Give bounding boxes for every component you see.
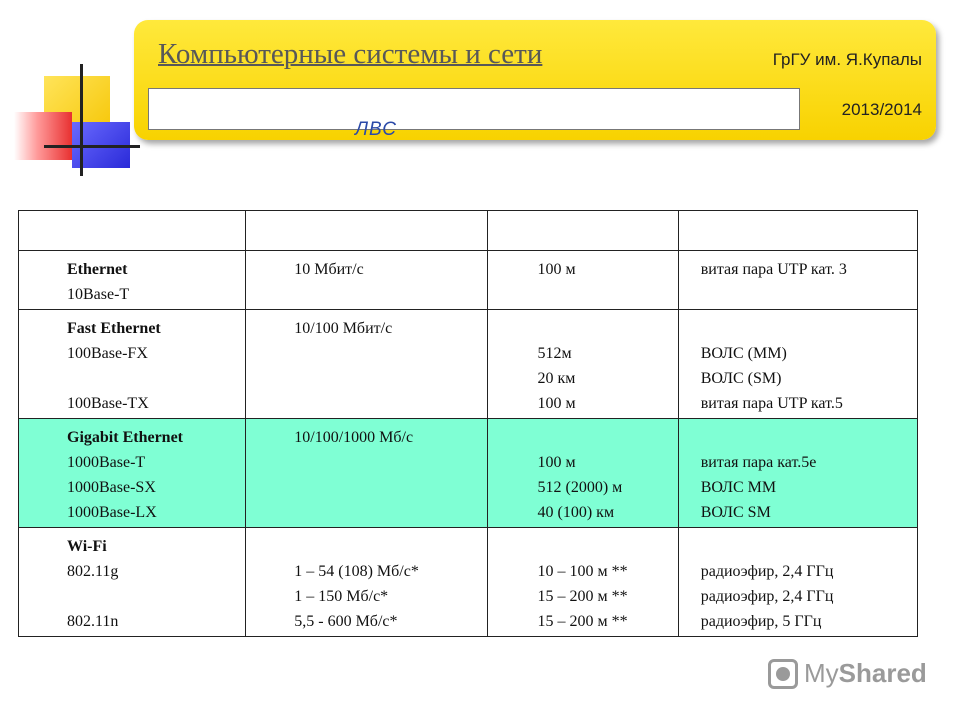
cell-line: ВОЛС (MM) (700, 345, 787, 362)
academic-year: 2013/2014 (841, 100, 922, 119)
table-cell (19, 528, 246, 637)
cell-line: 1000Base-SX (67, 479, 156, 496)
cell-line (701, 534, 917, 559)
cell-line: 100 м (537, 454, 576, 471)
table-cell (19, 419, 246, 528)
cell-line: Gigabit Ethernet (67, 429, 183, 446)
table-cell (678, 251, 917, 310)
table-cell (246, 310, 487, 419)
cell-line: 1 – 54 (108) Мб/с* (294, 563, 419, 580)
table-cell (19, 251, 246, 310)
cell-line: 20 км (537, 370, 576, 387)
cell-line: 40 (100) км (537, 504, 615, 521)
cell-line: 1 – 150 Мб/с* (294, 588, 389, 605)
table-cell (487, 310, 678, 419)
cell-line: радиоэфир, 2,4 ГГц (700, 563, 834, 580)
cell-line: витая пара кат.5е (700, 454, 817, 471)
cell-line: 15 – 200 м ** (537, 588, 628, 605)
cell-line: 15 – 200 м ** (537, 613, 628, 630)
university-name: ГрГУ им. Я.Купалы (772, 50, 922, 69)
cell-line: 100Base-TX (67, 395, 149, 412)
table-cell (678, 310, 917, 419)
cell-line: 1000Base-T (67, 454, 146, 471)
cell-line (701, 316, 917, 341)
table-cell (487, 528, 678, 637)
table-cell (487, 419, 678, 528)
cell-line: Wi-Fi (67, 538, 107, 555)
cell-line (701, 425, 917, 450)
cell-line: 100 м (537, 261, 576, 278)
cell-line: 1000Base-LX (67, 504, 157, 521)
table-row (19, 310, 918, 419)
table-cell (678, 528, 917, 637)
watermark-prefix: My (804, 658, 839, 688)
header-banner (134, 20, 936, 140)
cell-line (67, 584, 245, 609)
table-header-row (19, 211, 918, 251)
table-cell (246, 419, 487, 528)
course-title[interactable]: Компьютерные системы и сети (158, 38, 543, 70)
myshared-logo-icon (768, 659, 798, 689)
cell-line: ВОЛС (SM) (700, 370, 782, 387)
cell-line: 10Base-T (67, 286, 130, 303)
watermark-brand: Shared (838, 658, 927, 688)
cell-line: ВОЛС SM (700, 504, 771, 521)
topic-field (148, 88, 800, 130)
cell-line: 10/100 Мбит/с (294, 320, 393, 337)
cell-line: 802.11g (67, 563, 119, 580)
watermark-text (804, 658, 927, 689)
cell-line: 10/100/1000 Мб/с (294, 429, 414, 446)
table-row (19, 419, 918, 528)
cell-line: 802.11n (67, 613, 119, 630)
cell-line (67, 366, 245, 391)
cell-line: Fast Ethernet (67, 320, 161, 337)
header-cell (246, 211, 487, 251)
cell-line: радиоэфир, 2,4 ГГц (700, 588, 834, 605)
cell-line (538, 316, 678, 341)
table-row (19, 251, 918, 310)
table-cell (246, 528, 487, 637)
cell-line: 512м (537, 345, 572, 362)
logo-line-horizontal (44, 145, 140, 148)
table-cell (246, 251, 487, 310)
cell-line (538, 534, 678, 559)
logo-square-red (14, 112, 72, 160)
cell-line: 5,5 - 600 Мб/с* (294, 613, 398, 630)
table-cell (678, 419, 917, 528)
cell-line (538, 425, 678, 450)
table-cell (487, 251, 678, 310)
slide-subtitle: ЛВС (355, 119, 398, 140)
header-cell (19, 211, 246, 251)
cell-line: витая пара UTP кат. 3 (700, 261, 847, 278)
cell-line: 100 м (537, 395, 576, 412)
table-row (19, 528, 918, 637)
cell-line: 10 Мбит/с (294, 261, 364, 278)
cell-line: 100Base-FX (67, 345, 148, 362)
cell-line: ВОЛС ММ (700, 479, 777, 496)
cell-line: радиоэфир, 5 ГГц (700, 613, 822, 630)
myshared-watermark (768, 658, 927, 689)
cell-line: 10 – 100 м ** (537, 563, 628, 580)
header-cell (487, 211, 678, 251)
table-cell (19, 310, 246, 419)
cell-line (294, 534, 486, 559)
cell-line: Ethernet (67, 261, 128, 278)
cell-line: витая пара UTP кат.5 (700, 395, 843, 412)
cell-line: 512 (2000) м (537, 479, 623, 496)
header-cell (678, 211, 917, 251)
logo-line-vertical (80, 64, 83, 176)
network-standards-table (18, 210, 918, 637)
